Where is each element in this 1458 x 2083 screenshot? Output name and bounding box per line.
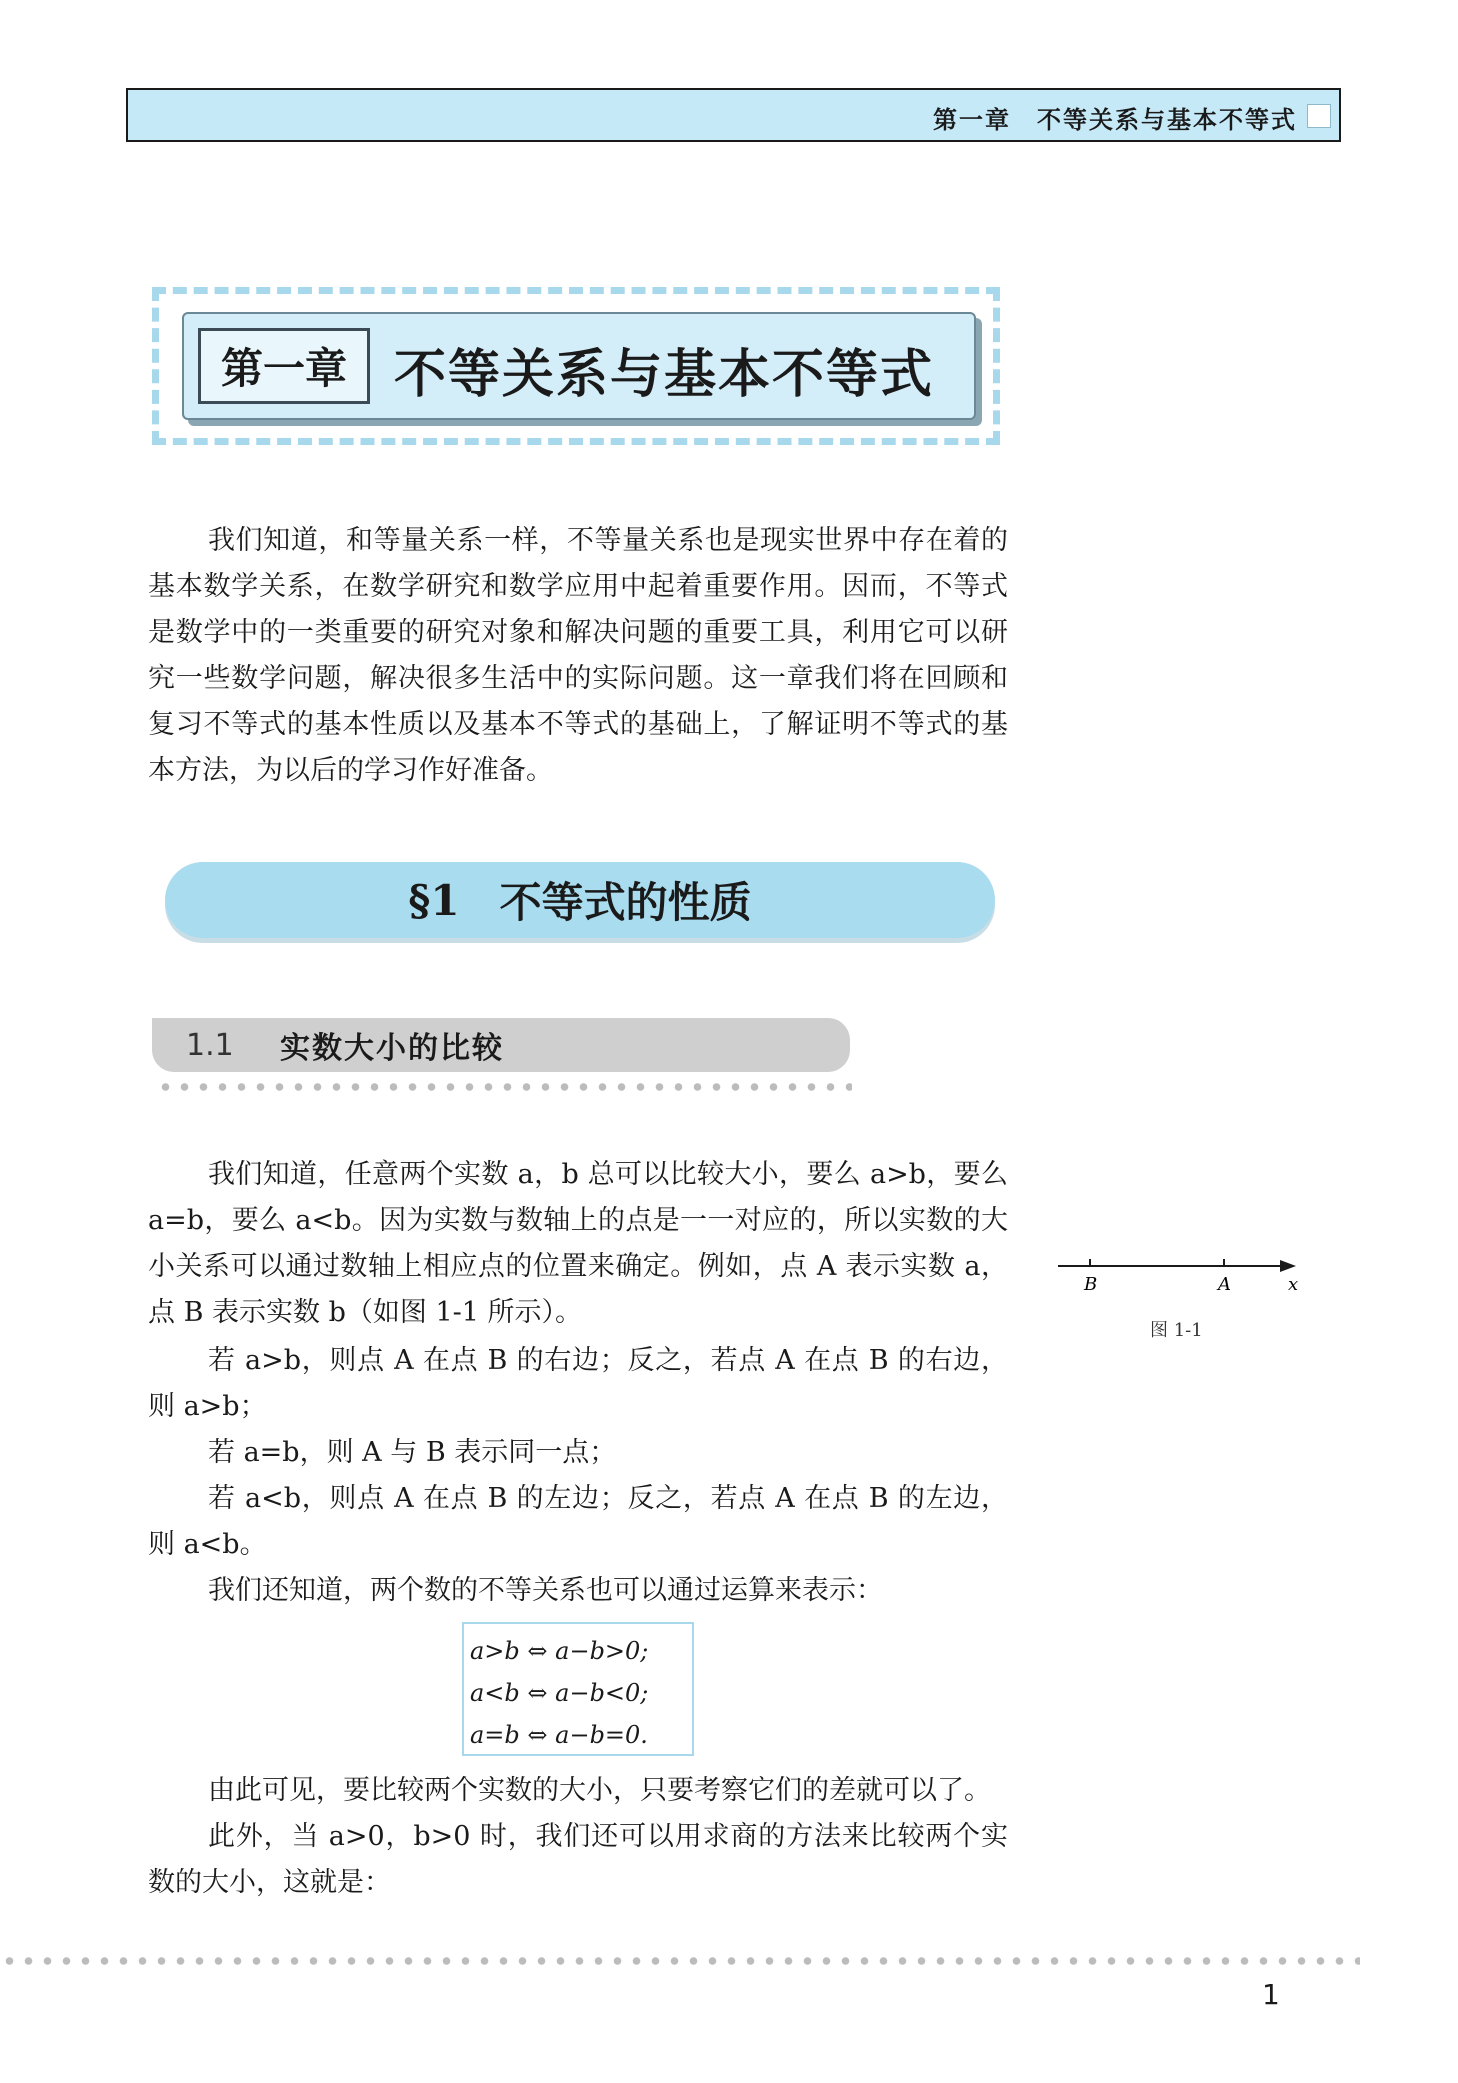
header-text: 第一章 不等关系与基本不等式 bbox=[933, 106, 1297, 134]
body-paragraph-3: 若 a=b，则 A 与 B 表示同一点； bbox=[208, 1437, 617, 1468]
chapter-title-box bbox=[182, 312, 976, 420]
label-x: x bbox=[1288, 1274, 1299, 1295]
chapter-label: 第一章 bbox=[198, 328, 370, 404]
body-paragraph-2: 若 a>b，则点 A 在点 B 的右边；反之，若点 A 在点 B 的右边，则 a>b； bbox=[148, 1345, 1008, 1422]
chapter-title: 不等关系与基本不等式 bbox=[394, 345, 935, 405]
label-b: B bbox=[1084, 1274, 1098, 1295]
number-line-arrow-icon bbox=[1280, 1260, 1296, 1272]
after-paragraph-2: 此外，当 a>0，b>0 时，我们还可以用求商的方法来比较两个实数的大小，这就是： bbox=[148, 1821, 1008, 1898]
page-number: 1 bbox=[1262, 1978, 1280, 2011]
body-paragraph-1: 我们知道，任意两个实数 a，b 总可以比较大小，要么 a>b，要么 a=b，要么 a<b。因为实数与数轴上的点是一一对应的，所以实数的大小关系可以通过数轴上相应点的位置来确定。例如，点 A 表示实数 a，点 B 表示实数 b（如图 1-1 所示）。 bbox=[148, 1159, 1008, 1328]
formula-line-3: a=b ⇔ a−b=0. bbox=[470, 1721, 648, 1749]
subsection-title: 实数大小的比较 bbox=[280, 1031, 504, 1066]
running-header bbox=[126, 88, 1341, 142]
formula-box bbox=[462, 1622, 694, 1756]
footer-dot-rule bbox=[0, 1956, 1360, 1966]
section-number: §1 bbox=[408, 875, 460, 925]
figure-caption: 图 1-1 bbox=[1150, 1320, 1203, 1341]
after-paragraph-1: 由此可见，要比较两个实数的大小，只要考察它们的差就可以了。 bbox=[208, 1775, 991, 1806]
subsection-heading bbox=[152, 1018, 850, 1072]
section-heading bbox=[165, 862, 995, 938]
body-paragraph-4: 若 a<b，则点 A 在点 B 的左边；反之，若点 A 在点 B 的左边，则 a<b。 bbox=[148, 1483, 1008, 1560]
intro-paragraph: 我们知道，和等量关系一样，不等量关系也是现实世界中存在着的基本数学关系，在数学研究和数学应用中起着重要作用。因而，不等式是数学中的一类重要的研究对象和解决问题的重要工具，利用它可以研究一些数学问题，解决很多生活中的实际问题。这一章我们将在回顾和复习不等式的基本性质以及基本不等式的基础上，了解证明不等式的基本方法，为以后的学习作好准备。 bbox=[148, 525, 1008, 786]
subsection-dot-rule bbox=[156, 1082, 852, 1092]
formula-line-2: a<b ⇔ a−b<0; bbox=[470, 1679, 649, 1707]
body-paragraph-5: 我们还知道，两个数的不等关系也可以通过运算来表示： bbox=[208, 1575, 883, 1606]
section-title: 不等式的性质 bbox=[499, 878, 752, 927]
header-square-icon bbox=[1307, 104, 1331, 128]
formula-line-1: a>b ⇔ a−b>0; bbox=[470, 1637, 649, 1665]
subsection-number: 1.1 bbox=[186, 1027, 234, 1063]
label-a: A bbox=[1218, 1274, 1231, 1295]
